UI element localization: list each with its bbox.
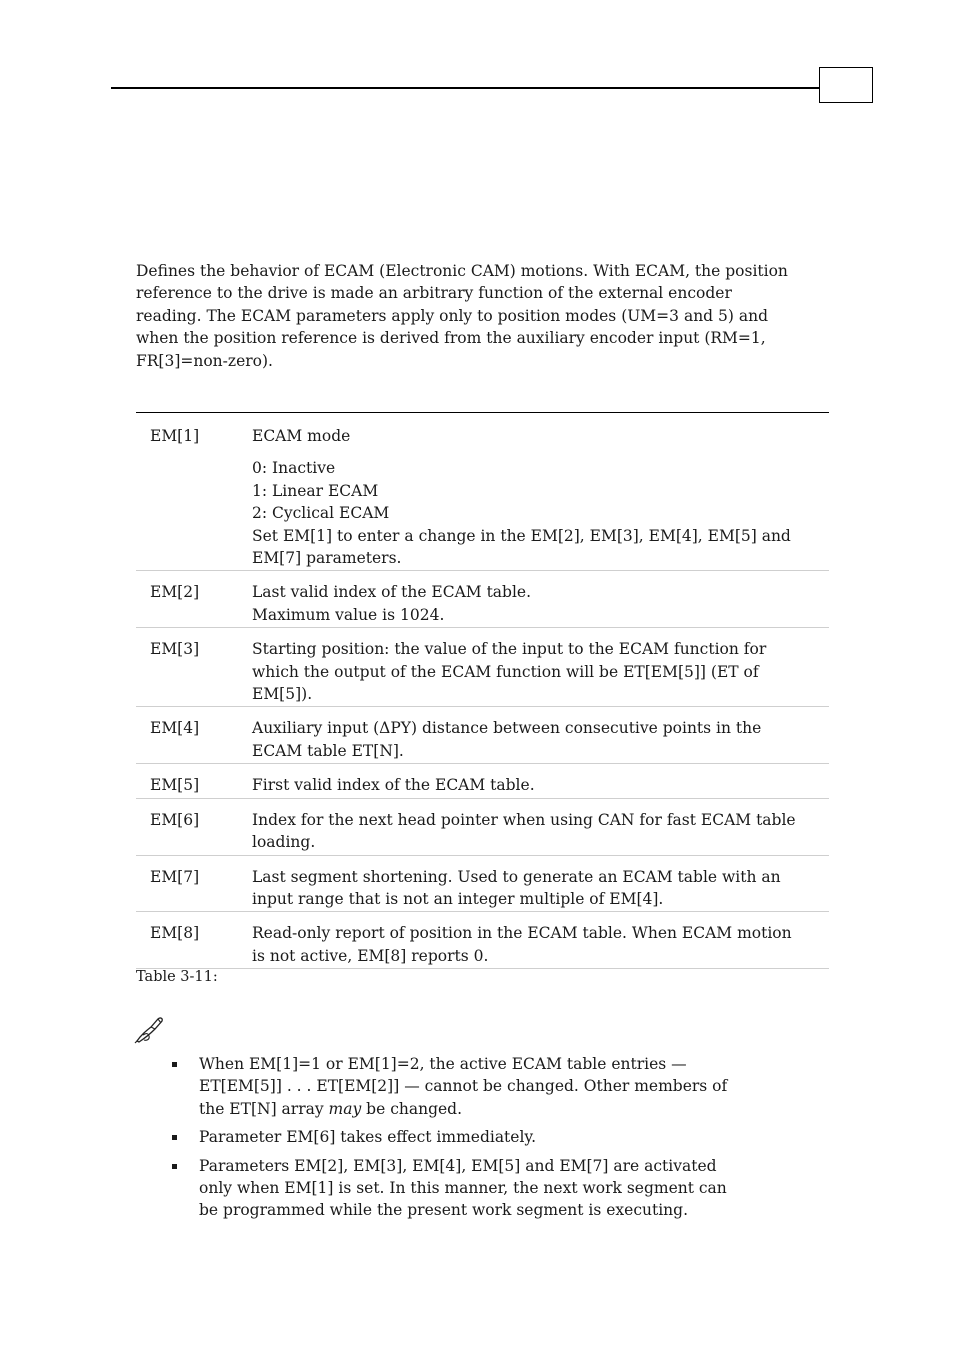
bullet-icon xyxy=(172,1135,177,1140)
intro-paragraph: Defines the behavior of ECAM (Electronic CAM) motions. With ECAM, the position reference to the drive is made an arbitrary function of the external encoder reading. The ECAM parameters apply only to position modes (UM=3 and 5) and when the position reference is derived from the auxiliary encoder input (RM=1, FR[3]=non-zero). xyxy=(136,262,788,370)
param-name: EM[1] xyxy=(150,427,200,445)
parameter-table xyxy=(136,412,829,969)
param-description: Auxiliary input (ΔPY) distance between consecutive points in the ECAM table ET[N]. xyxy=(252,719,762,760)
param-description xyxy=(252,581,829,626)
table-row xyxy=(136,628,829,707)
note-text: Parameter EM[6] takes effect immediately. xyxy=(199,1128,537,1147)
param-description-line: 0: Inactive xyxy=(252,459,336,478)
param-name: EM[3] xyxy=(150,640,200,659)
bullet-icon xyxy=(172,1164,177,1169)
list-item xyxy=(170,1053,750,1120)
notes-list xyxy=(170,1053,750,1228)
table-row xyxy=(136,799,829,856)
note-pen-icon xyxy=(134,1014,168,1044)
header-rule xyxy=(111,87,819,89)
page-number-box xyxy=(819,67,873,103)
table-row xyxy=(136,764,829,798)
list-item xyxy=(170,1155,750,1222)
note-text: Parameters EM[2], EM[3], EM[4], EM[5] and EM[7] are activated only when EM[1] is set. In this manner, the next work segment can be programmed while the present work segment is executing. xyxy=(199,1156,727,1220)
param-description: Last segment shortening. Used to generate an ECAM table with an input range that is not an integer multiple of EM[4]. xyxy=(252,867,781,908)
param-name: EM[7] xyxy=(150,867,200,886)
param-description-line: Maximum value is 1024. xyxy=(252,605,445,624)
param-description: Starting position: the value of the input to the ECAM function for which the output of the ECAM function will be ET[EM[5]] (ET of EM[5]). xyxy=(252,640,767,704)
param-name: EM[8] xyxy=(150,924,200,943)
param-description-line: Last valid index of the ECAM table. xyxy=(252,583,532,602)
bullet-icon xyxy=(172,1062,177,1067)
param-description-line: Set EM[1] to enter a change in the EM[2], EM[3], EM[4], EM[5] and EM[7] parameters. xyxy=(252,526,791,568)
note-text: When EM[1]=1 or EM[1]=2, the active ECAM table entries — ET[EM[5]] . . . ET[EM[2]] — cannot be changed. Other members of the ET[N] array xyxy=(199,1055,728,1118)
param-name: EM[5] xyxy=(150,776,200,795)
list-item xyxy=(170,1126,750,1148)
table-row xyxy=(136,571,829,628)
param-description xyxy=(252,425,829,569)
table-row xyxy=(136,912,829,969)
param-description: Read-only report of position in the ECAM table. When ECAM motion is not active, EM[8] reports 0. xyxy=(252,924,792,965)
param-description-line: 1: Linear ECAM xyxy=(252,481,379,500)
param-name: EM[4] xyxy=(150,719,200,738)
table-caption: Table 3-11: xyxy=(136,969,218,985)
param-description-title: ECAM mode xyxy=(252,427,351,445)
table-row xyxy=(136,856,829,913)
param-description-line: 2: Cyclical ECAM xyxy=(252,504,390,523)
table-row xyxy=(136,707,829,764)
note-emphasis: may xyxy=(328,1099,362,1118)
param-name: EM[6] xyxy=(150,810,200,829)
note-text: be changed. xyxy=(361,1099,463,1118)
param-description: First valid index of the ECAM table. xyxy=(252,776,535,795)
param-description: Index for the next head pointer when using CAN for fast ECAM table loading. xyxy=(252,810,796,852)
param-name: EM[2] xyxy=(150,583,200,602)
table-row xyxy=(136,413,829,571)
